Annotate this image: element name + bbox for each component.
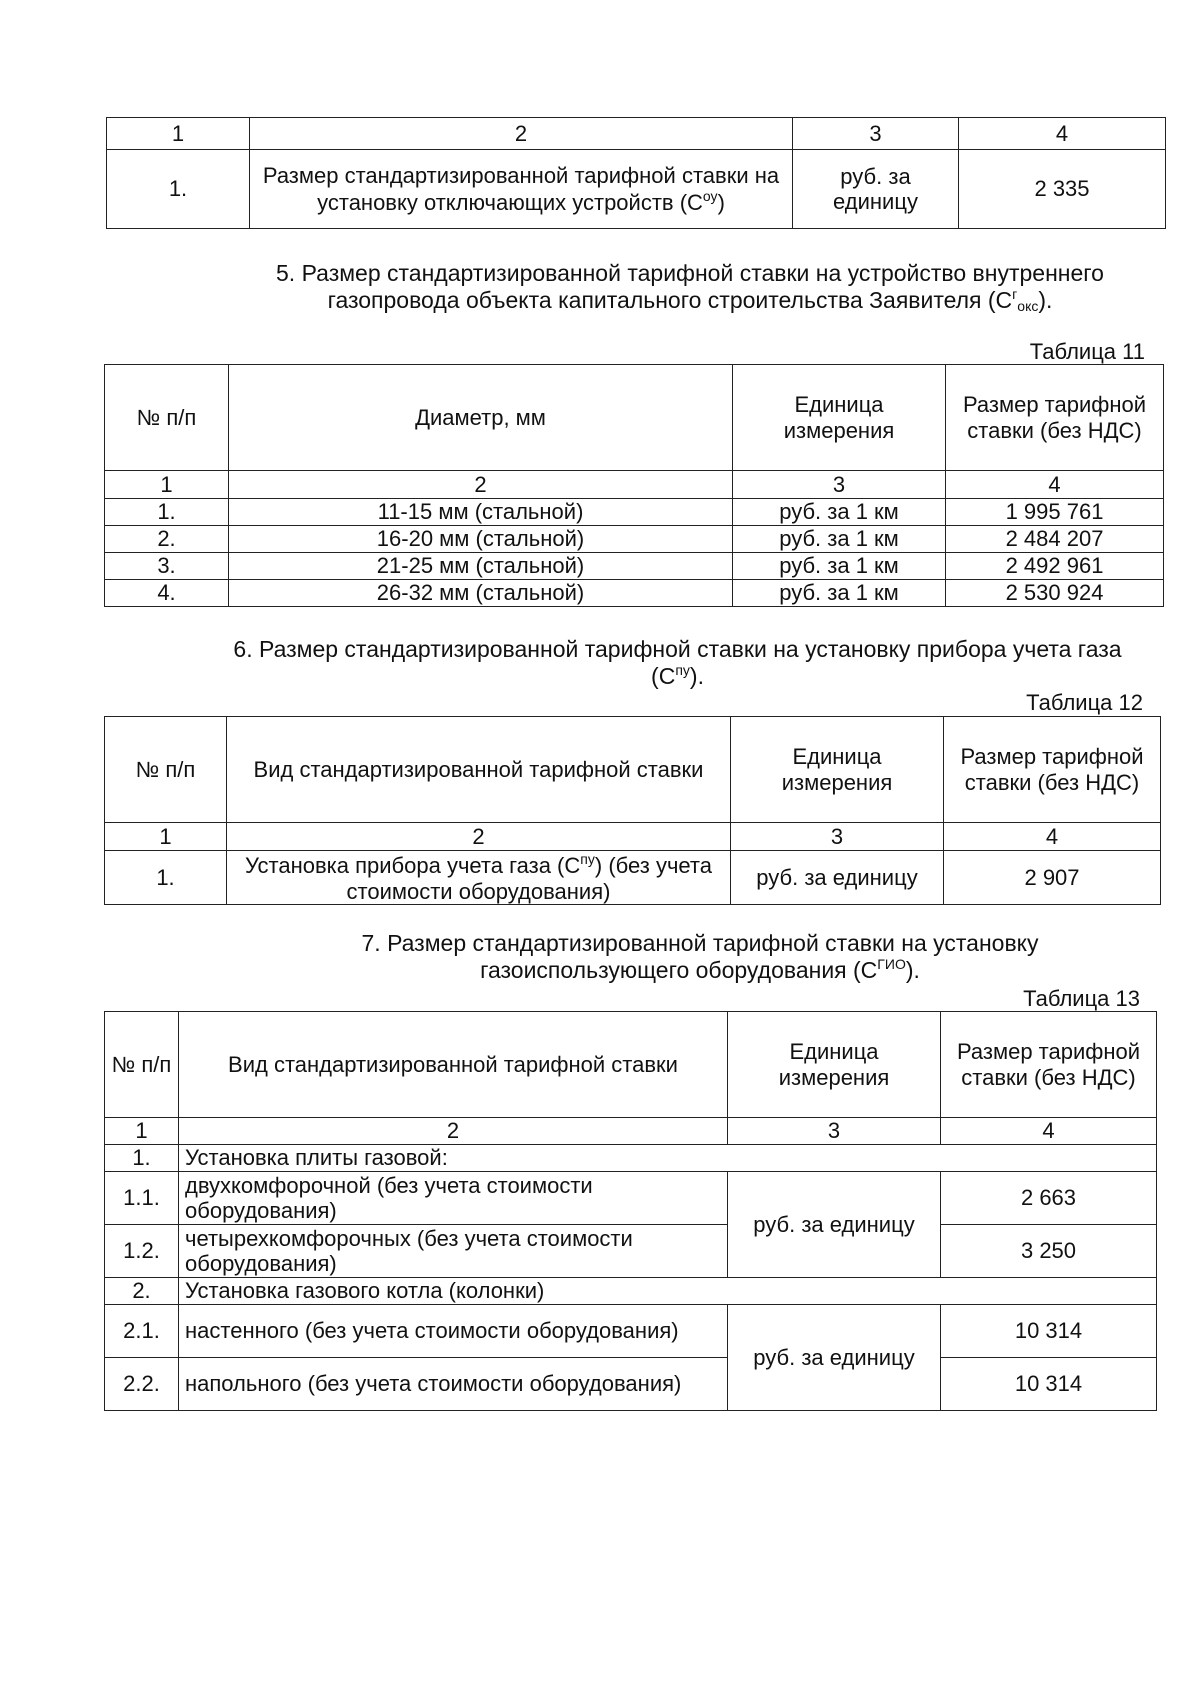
section-5-heading: 5. Размер стандартизированной тарифной ставки на устройство внутреннего газопровода объекта капитального строительства Заявителя $(С^г_{окс})$. — [276, 260, 1104, 315]
table-row — [105, 580, 1164, 607]
column-number: 4 — [941, 1118, 1157, 1145]
column-number: 2 — [227, 823, 731, 851]
rate-value: 10 314 — [941, 1358, 1157, 1411]
table-row — [105, 1225, 1157, 1278]
column-header: Размер тарифной ставки (без НДС) — [946, 365, 1164, 471]
group-title: Установка газового котла (колонки) — [179, 1278, 1157, 1305]
table-10 — [106, 117, 1166, 229]
unit: руб. за 1 км — [733, 553, 946, 580]
unit: руб. за 1 км — [733, 499, 946, 526]
row-number: 2.1. — [105, 1305, 179, 1358]
column-header: № п/п — [105, 1012, 179, 1118]
rate-name: напольного (без учета стоимости оборудования) — [179, 1358, 728, 1411]
header-row — [105, 1012, 1157, 1118]
column-number: 4 — [946, 471, 1164, 499]
table-row — [105, 1172, 1157, 1225]
rate-value: 2 484 207 — [946, 526, 1164, 553]
column-header: Единица измерения — [728, 1012, 941, 1118]
column-header: № п/п — [105, 365, 229, 471]
rate-value: 3 250 — [941, 1225, 1157, 1278]
rate-name: настенного (без учета стоимости оборудования) — [179, 1305, 728, 1358]
table-row — [105, 1358, 1157, 1411]
column-header: № п/п — [105, 717, 227, 823]
table-12-caption: Таблица 12 — [1026, 690, 1143, 715]
table-11 — [104, 364, 1164, 607]
column-number: 2 — [229, 471, 733, 499]
section-6-heading: 6. Размер стандартизированной тарифной ставки на установку прибора учета газа $(С^{пу})$. — [233, 636, 1122, 690]
row-number: 4. — [105, 580, 229, 607]
column-number: 1 — [105, 823, 227, 851]
column-number: 4 — [959, 118, 1166, 150]
rate-value: 2 907 — [944, 851, 1161, 905]
column-number: 3 — [731, 823, 944, 851]
table-13 — [104, 1011, 1157, 1411]
column-number: 4 — [944, 823, 1161, 851]
row-number: 2. — [105, 1278, 179, 1305]
column-number: 3 — [793, 118, 959, 150]
table-11-caption: Таблица 11 — [1029, 339, 1145, 364]
column-number: 3 — [733, 471, 946, 499]
column-header: Диаметр, мм — [229, 365, 733, 471]
unit: руб. за единицу — [728, 1305, 941, 1411]
table-row — [107, 150, 1166, 229]
unit: руб. за 1 км — [733, 580, 946, 607]
column-number: 1 — [105, 1118, 179, 1145]
table-row — [105, 526, 1164, 553]
row-number: 2.2. — [105, 1358, 179, 1411]
diameter: 16-20 мм (стальной) — [229, 526, 733, 553]
rate-value: 2 335 — [959, 150, 1166, 229]
row-number: 1.1. — [105, 1172, 179, 1225]
row-number: 3. — [105, 553, 229, 580]
row-number: 1.2. — [105, 1225, 179, 1278]
unit: руб. за единицу — [728, 1172, 941, 1278]
rate-value: 2 663 — [941, 1172, 1157, 1225]
group-row — [105, 1278, 1157, 1305]
rate-value: 2 492 961 — [946, 553, 1164, 580]
rate-value: 10 314 — [941, 1305, 1157, 1358]
header-row — [105, 365, 1164, 471]
rate-name: двухкомфорочной (без учета стоимости оборудования) — [179, 1172, 728, 1225]
table-row — [105, 1305, 1157, 1358]
table-13-caption: Таблица 13 — [1023, 986, 1140, 1011]
column-number: 1 — [107, 118, 250, 150]
diameter: 11-15 мм (стальной) — [229, 499, 733, 526]
row-number: 2. — [105, 526, 229, 553]
column-header: Единица измерения — [733, 365, 946, 471]
row-number: 1. — [107, 150, 250, 229]
column-header: Вид стандартизированной тарифной ставки — [227, 717, 731, 823]
column-number-row — [105, 1118, 1157, 1145]
rate-name: четырехкомфорочных (без учета стоимости оборудования) — [179, 1225, 728, 1278]
section-7-heading: 7. Размер стандартизированной тарифной ставки на установку газоиспользующего оборудования $(С^{ГИО})$. — [361, 930, 1039, 984]
group-title: Установка плиты газовой: — [179, 1145, 1157, 1172]
rate-value: 2 530 924 — [946, 580, 1164, 607]
diameter: 26-32 мм (стальной) — [229, 580, 733, 607]
column-number-row — [107, 118, 1166, 150]
table-row — [105, 553, 1164, 580]
column-header: Размер тарифной ставки (без НДС) — [944, 717, 1161, 823]
rate-value: 1 995 761 — [946, 499, 1164, 526]
column-number: 2 — [250, 118, 793, 150]
column-number-row — [105, 471, 1164, 499]
unit: руб. за единицу — [731, 851, 944, 905]
column-number: 2 — [179, 1118, 728, 1145]
column-header: Размер тарифной ставки (без НДС) — [941, 1012, 1157, 1118]
row-number: 1. — [105, 499, 229, 526]
column-number-row — [105, 823, 1161, 851]
column-header: Вид стандартизированной тарифной ставки — [179, 1012, 728, 1118]
table-row — [105, 499, 1164, 526]
column-header: Единица измерения — [731, 717, 944, 823]
header-row — [105, 717, 1161, 823]
row-number: 1. — [105, 1145, 179, 1172]
table-12 — [104, 716, 1161, 905]
unit: руб. за единицу — [793, 150, 959, 229]
table-row — [105, 851, 1161, 905]
row-number: 1. — [105, 851, 227, 905]
column-number: 1 — [105, 471, 229, 499]
diameter: 21-25 мм (стальной) — [229, 553, 733, 580]
rate-name: Размер стандартизированной тарифной ставки на установку отключающих устройств $(С^{оу})$ — [250, 150, 793, 229]
rate-name: Установка прибора учета газа $(С^{пу})$ (без учета стоимости оборудования) — [227, 851, 731, 905]
column-number: 3 — [728, 1118, 941, 1145]
unit: руб. за 1 км — [733, 526, 946, 553]
group-row — [105, 1145, 1157, 1172]
